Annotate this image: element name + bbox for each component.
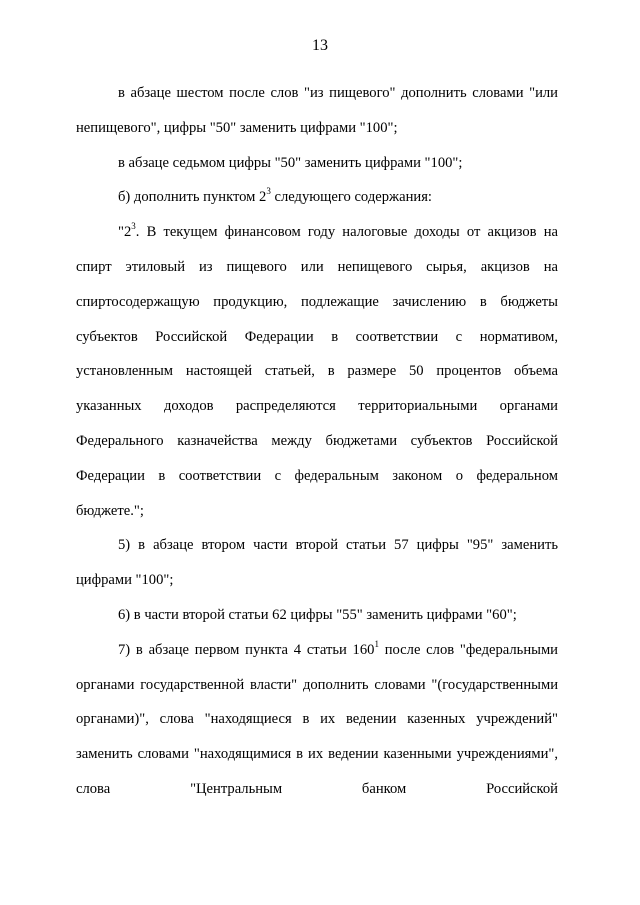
paragraph-amend-seventh: в абзаце седьмом цифры "50" заменить цифрами "100";: [118, 154, 463, 171]
superscript: 3: [131, 221, 136, 232]
paragraph-add-point: [76, 180, 558, 215]
paragraph-new-point-start: "2: [118, 224, 132, 241]
document-body: [76, 76, 558, 807]
paragraph-new-point-text: [76, 215, 558, 528]
paragraph-item-7-body: после слов "федеральными органами государственной власти" дополнить словами "(государственными органами)", слова "находящиеся в их ведении казенных учреждений" заменить словами "находящимися в их ведении казенными учреждениями", слова "Центральным банком Российской: [76, 641, 558, 797]
paragraph-item-6: 6) в части второй статьи 62 цифры "55" заменить цифрами "60";: [118, 606, 517, 623]
superscript: 3: [266, 186, 271, 197]
paragraph-item-7: [76, 633, 558, 807]
paragraph-item-5: 5) в абзаце втором части второй статьи 57 цифры "95" заменить цифрами "100";: [76, 537, 558, 589]
paragraph-amend-sixth: в абзаце шестом после слов "из пищевого" дополнить словами "или непищевого", цифры "50" заменить цифрами "100";: [76, 85, 558, 136]
paragraph-item-7-start: 7) в абзаце первом пункта 4 статьи 160: [118, 641, 375, 658]
page-number: 13: [312, 37, 328, 54]
paragraph-new-point-body: . В текущем финансовом году налоговые доходы от акцизов на спирт этиловый из пищевого или непищевого сырья, акцизов на спиртосодержащую продукцию, подлежащие зачислению в бюджеты субъектов Российской Федерации в соответствии с нормативом, установленным настоящей статьей, в размере 50 процентов объема указанных доходов распределяются территориальными органами Федерального казначейства между бюджетами субъектов Российской Федерации в соответствии с федеральным законом о федеральном бюджете.";: [76, 224, 558, 519]
superscript: 1: [374, 638, 379, 649]
paragraph-add-point-text: б) дополнить пунктом 2: [118, 189, 267, 206]
paragraph-add-point-text-end: следующего содержания:: [270, 189, 432, 206]
